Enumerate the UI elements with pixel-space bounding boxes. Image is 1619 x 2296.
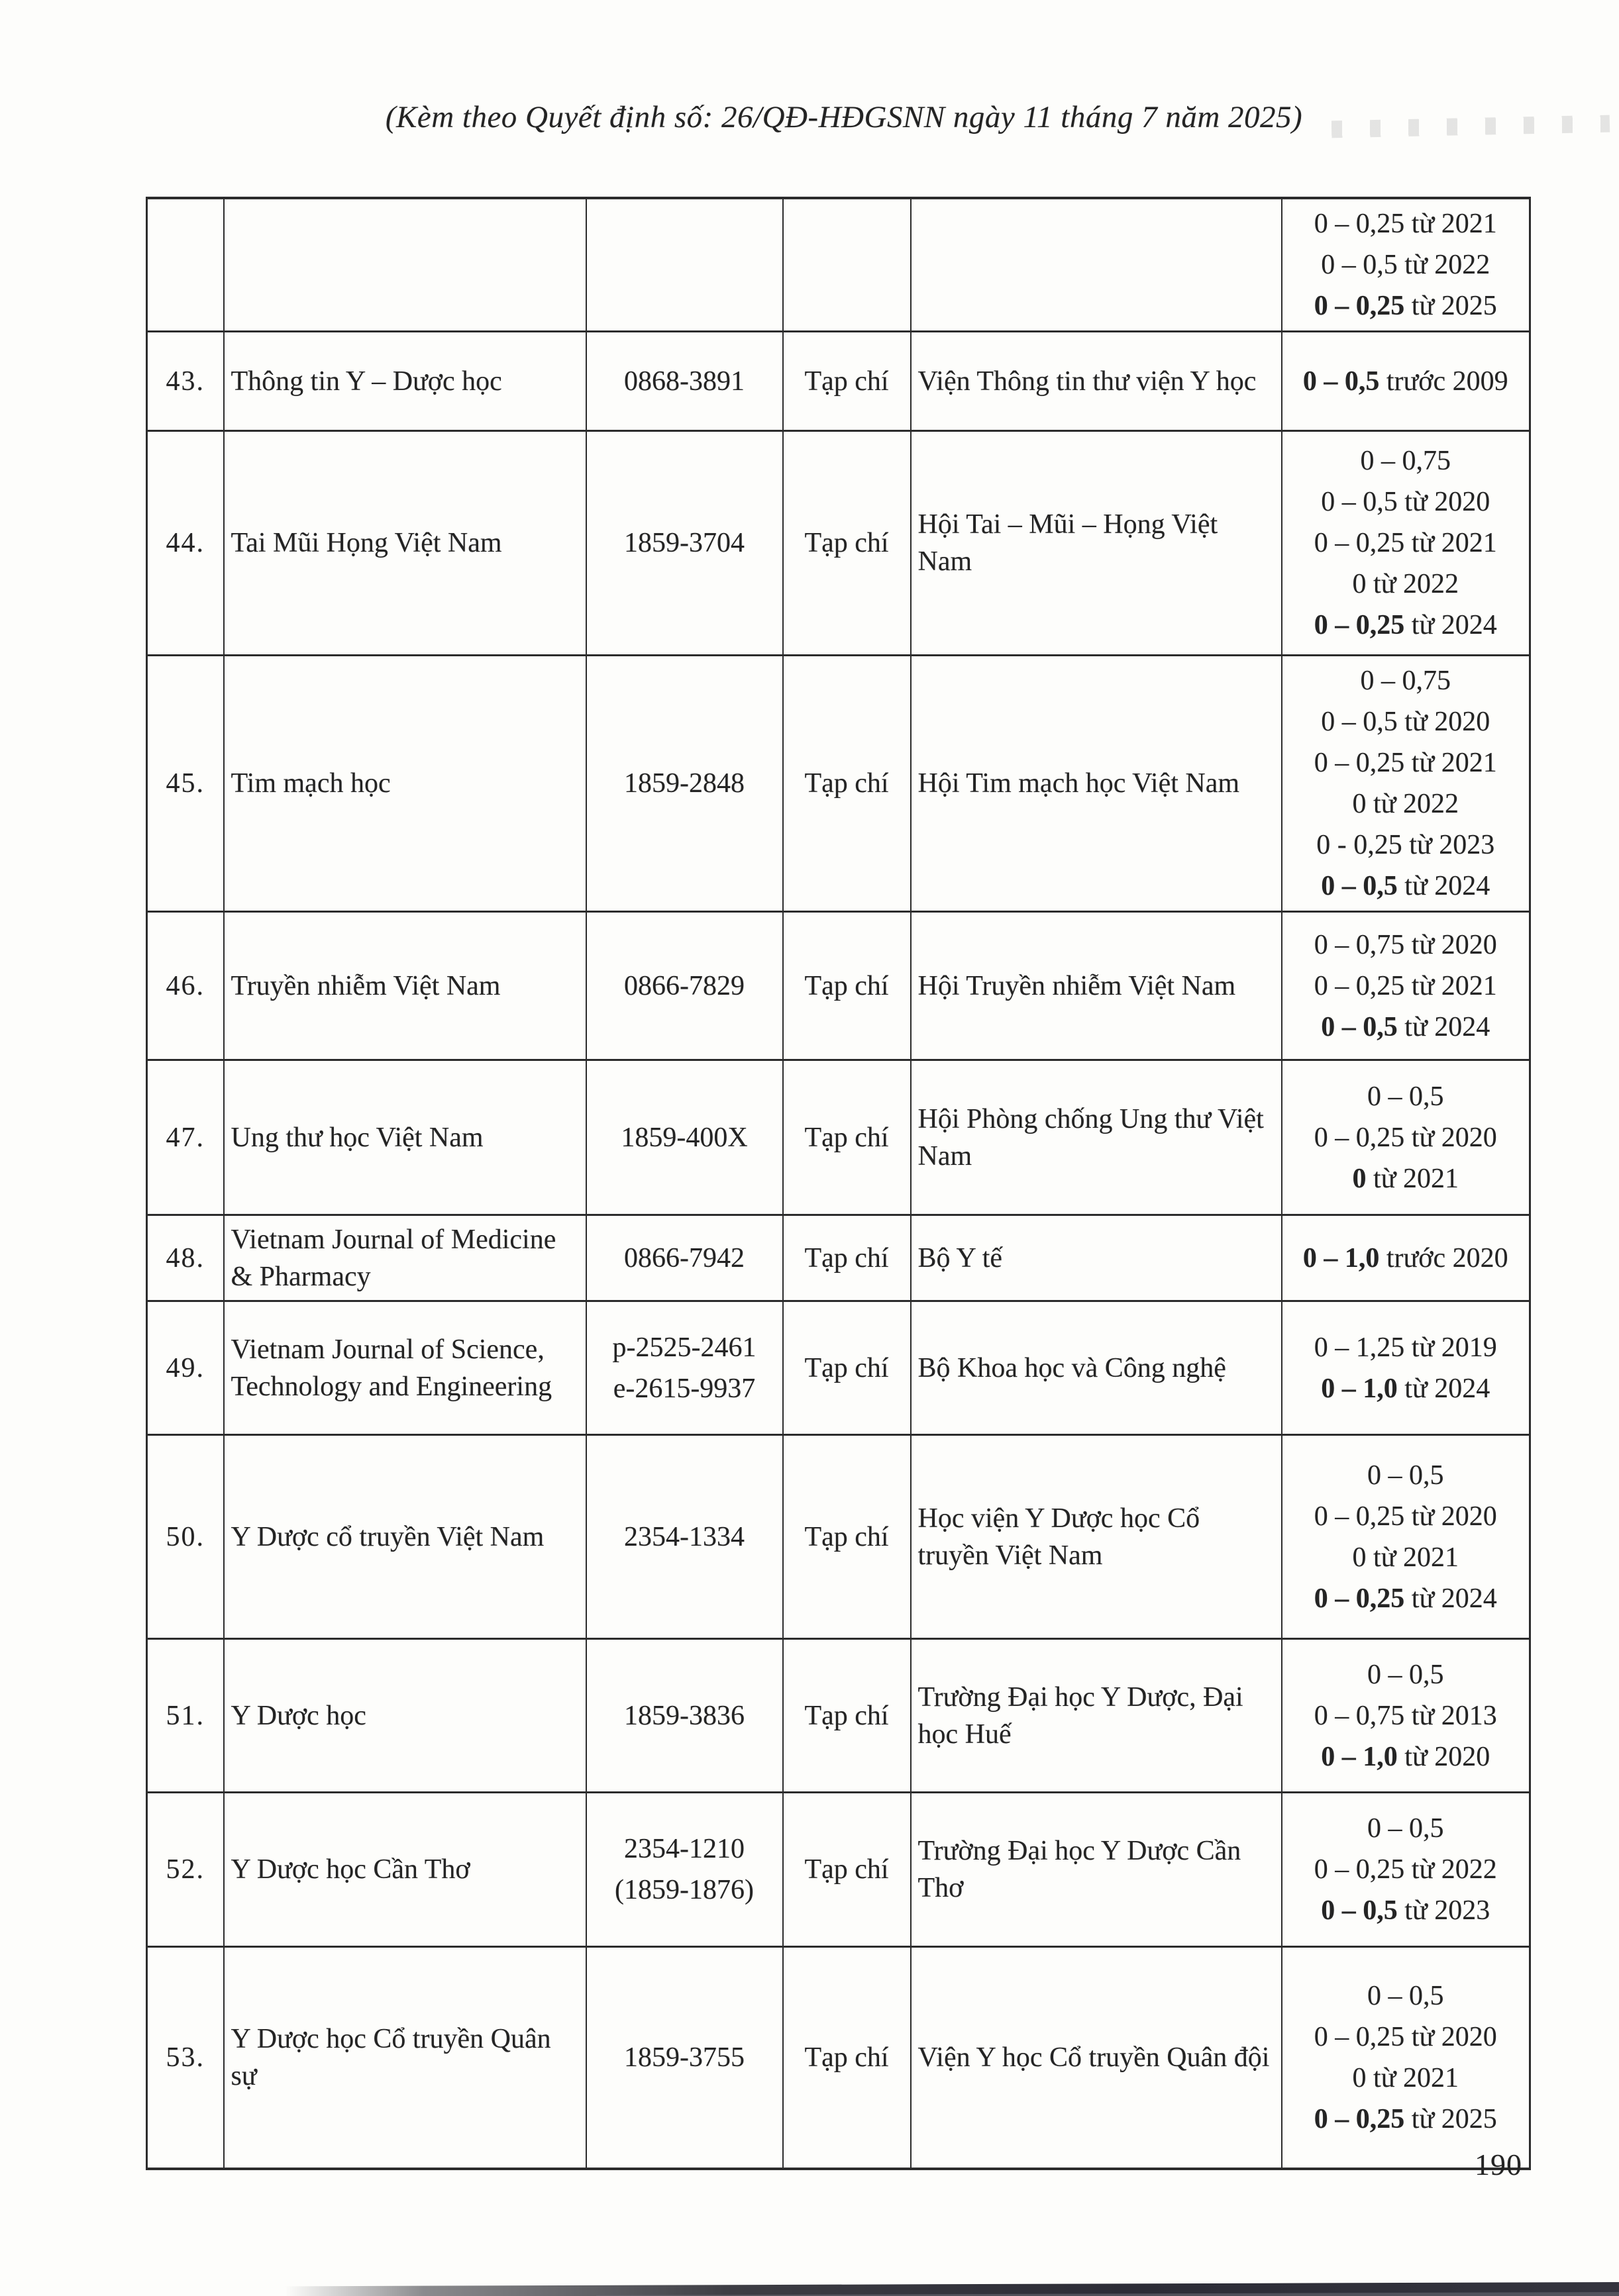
issn-cell bbox=[586, 332, 783, 431]
page-number: 190 bbox=[1475, 2148, 1522, 2181]
table-row bbox=[147, 1639, 1530, 1793]
score-line bbox=[1289, 2058, 1523, 2099]
score-value: 0 – 1,0 bbox=[1321, 1373, 1398, 1404]
publisher-cell: Trường Đại học Y Dược, Đại học Huế bbox=[911, 1639, 1282, 1793]
issn-cell bbox=[586, 198, 783, 332]
publisher-cell: Hội Phòng chống Ung thư Việt Nam bbox=[911, 1060, 1282, 1215]
publication-type-cell: Tạp chí bbox=[783, 1947, 911, 2169]
score-period: từ 2013 bbox=[1404, 1700, 1497, 1731]
score-period: từ 2021 bbox=[1404, 209, 1497, 239]
score-cell bbox=[1282, 1060, 1530, 1215]
journal-name-cell: Tim mạch học bbox=[224, 656, 586, 912]
score-value: 0 – 0,25 bbox=[1314, 291, 1405, 321]
score-line bbox=[1289, 2099, 1523, 2140]
score-line bbox=[1289, 1158, 1523, 1199]
row-number-cell: 44. bbox=[147, 431, 224, 656]
score-value: 0 – 0,25 bbox=[1314, 528, 1405, 558]
issn-cell bbox=[586, 1060, 783, 1215]
issn-line: 0866-7829 bbox=[624, 970, 745, 1001]
row-number-cell: 47. bbox=[147, 1060, 224, 1215]
table-row bbox=[147, 198, 1530, 332]
score-period: trước 2009 bbox=[1379, 366, 1508, 397]
table-row bbox=[147, 1060, 1530, 1215]
score-value: 0 – 0,25 bbox=[1314, 1854, 1405, 1885]
publisher-cell: Bộ Khoa học và Công nghệ bbox=[911, 1301, 1282, 1435]
score-line bbox=[1289, 1007, 1523, 1048]
score-value: 0 – 0,5 bbox=[1321, 250, 1398, 280]
publisher-cell: Viện Y học Cổ truyền Quân đội bbox=[911, 1947, 1282, 2169]
score-period: từ 2020 bbox=[1397, 1741, 1490, 1772]
score-value: 0 – 0,5 bbox=[1321, 487, 1398, 517]
score-period: từ 2025 bbox=[1404, 2103, 1497, 2134]
score-cell bbox=[1282, 912, 1530, 1060]
journal-name-cell: Y Dược học Cần Thơ bbox=[224, 1793, 586, 1947]
score-line bbox=[1289, 1368, 1523, 1409]
score-value: 0 – 0,75 bbox=[1360, 666, 1451, 696]
score-period: từ 2022 bbox=[1366, 569, 1459, 599]
score-value: 0 – 0,25 bbox=[1314, 1583, 1405, 1614]
score-period: từ 2024 bbox=[1397, 1373, 1490, 1404]
issn-line: 0866-7942 bbox=[624, 1242, 745, 1273]
score-value: 0 – 0,75 bbox=[1314, 1700, 1405, 1731]
score-line bbox=[1289, 1537, 1523, 1578]
score-period: từ 2020 bbox=[1404, 1122, 1497, 1153]
journal-name-cell: Y Dược cổ truyền Việt Nam bbox=[224, 1435, 586, 1639]
row-number-cell: 50. bbox=[147, 1435, 224, 1639]
score-line bbox=[1289, 1327, 1523, 1368]
score-cell bbox=[1282, 198, 1530, 332]
row-number-cell: 52. bbox=[147, 1793, 224, 1947]
score-value: 0 – 0,5 bbox=[1367, 1813, 1444, 1844]
issn-line: 0868-3891 bbox=[624, 366, 745, 397]
publication-type-cell bbox=[783, 198, 911, 332]
score-cell bbox=[1282, 431, 1530, 656]
publication-type-cell: Tạp chí bbox=[783, 1793, 911, 1947]
score-period: từ 2019 bbox=[1404, 1332, 1497, 1363]
score-line bbox=[1289, 1736, 1523, 1777]
score-line bbox=[1289, 523, 1523, 564]
score-line bbox=[1289, 866, 1523, 907]
score-value: 0 – 0,25 bbox=[1314, 1501, 1405, 1532]
score-line bbox=[1289, 440, 1523, 481]
publisher-cell: Trường Đại học Y Dược Cần Thơ bbox=[911, 1793, 1282, 1947]
score-line bbox=[1289, 1117, 1523, 1158]
issn-cell bbox=[586, 912, 783, 1060]
score-period: từ 2024 bbox=[1404, 610, 1497, 640]
score-period: từ 2020 bbox=[1404, 1501, 1497, 1532]
issn-cell bbox=[586, 1301, 783, 1435]
row-number-cell bbox=[147, 198, 224, 332]
row-number-cell: 43. bbox=[147, 332, 224, 431]
score-line bbox=[1289, 1076, 1523, 1117]
score-cell bbox=[1282, 1215, 1530, 1301]
journal-name-cell: Y Dược học bbox=[224, 1639, 586, 1793]
score-value: 0 – 1,0 bbox=[1302, 1242, 1380, 1273]
issn-line: 1859-3836 bbox=[624, 1700, 745, 1731]
issn-cell bbox=[586, 1947, 783, 2169]
score-line bbox=[1289, 1455, 1523, 1496]
journal-name-cell: Ung thư học Việt Nam bbox=[224, 1060, 586, 1215]
score-period: từ 2024 bbox=[1404, 1583, 1497, 1614]
score-value: 0 – 0,5 bbox=[1367, 1460, 1444, 1491]
table-row bbox=[147, 1435, 1530, 1639]
score-cell bbox=[1282, 1947, 1530, 2169]
publisher-cell: Hội Tai – Mũi – Họng Việt Nam bbox=[911, 431, 1282, 656]
table-row bbox=[147, 1301, 1530, 1435]
publisher-cell: Hội Tim mạch học Việt Nam bbox=[911, 656, 1282, 912]
score-value: 0 – 0,25 bbox=[1314, 610, 1405, 640]
publisher-cell: Viện Thông tin thư viện Y học bbox=[911, 332, 1282, 431]
table-row bbox=[147, 1215, 1530, 1301]
table-row bbox=[147, 1947, 1530, 2169]
publication-type-cell: Tạp chí bbox=[783, 912, 911, 1060]
score-value: 0 – 0,5 bbox=[1367, 1081, 1444, 1112]
score-value: 0 – 0,75 bbox=[1314, 929, 1405, 960]
score-line bbox=[1289, 701, 1523, 742]
score-value: 0 – 0,5 bbox=[1302, 366, 1380, 397]
row-number-cell: 45. bbox=[147, 656, 224, 912]
score-line bbox=[1289, 564, 1523, 605]
score-line bbox=[1289, 1975, 1523, 2017]
publication-type-cell: Tạp chí bbox=[783, 1215, 911, 1301]
publication-type-cell: Tạp chí bbox=[783, 1060, 911, 1215]
issn-line: 1859-400X bbox=[621, 1122, 748, 1153]
publication-type-cell: Tạp chí bbox=[783, 431, 911, 656]
issn-line: 1859-3755 bbox=[624, 2042, 745, 2073]
score-line bbox=[1289, 361, 1523, 402]
scan-edge-artifact bbox=[0, 2282, 1619, 2296]
score-line bbox=[1289, 481, 1523, 523]
score-period: từ 2020 bbox=[1404, 929, 1497, 960]
score-line bbox=[1289, 660, 1523, 701]
journal-name-cell: Vietnam Journal of Medicine & Pharmacy bbox=[224, 1215, 586, 1301]
score-line bbox=[1289, 1808, 1523, 1849]
score-value: 0 - 0,25 bbox=[1316, 830, 1402, 860]
score-value: 0 bbox=[1352, 2062, 1367, 2093]
issn-cell bbox=[586, 1435, 783, 1639]
issn-line: p-2525-2461 bbox=[612, 1332, 757, 1363]
score-period: trước 2020 bbox=[1379, 1242, 1508, 1273]
table-row bbox=[147, 332, 1530, 431]
issn-line: 1859-3704 bbox=[624, 528, 745, 558]
table-row bbox=[147, 912, 1530, 1060]
row-number-cell: 46. bbox=[147, 912, 224, 1060]
score-period: từ 2022 bbox=[1404, 1854, 1497, 1885]
score-period: từ 2024 bbox=[1397, 871, 1490, 901]
score-line bbox=[1289, 1654, 1523, 1695]
issn-cell bbox=[586, 1215, 783, 1301]
row-number-cell: 51. bbox=[147, 1639, 224, 1793]
score-line bbox=[1289, 244, 1523, 285]
score-line bbox=[1289, 824, 1523, 866]
score-period: từ 2021 bbox=[1404, 528, 1497, 558]
issn-line: 2354-1210 bbox=[624, 1834, 745, 1864]
score-cell bbox=[1282, 1793, 1530, 1947]
score-value: 0 – 1,25 bbox=[1314, 1332, 1405, 1363]
score-cell bbox=[1282, 1639, 1530, 1793]
publication-type-cell: Tạp chí bbox=[783, 656, 911, 912]
journal-name-cell bbox=[224, 198, 586, 332]
issn-line: e-2615-9937 bbox=[613, 1373, 756, 1404]
issn-cell bbox=[586, 1793, 783, 1947]
publication-type-cell: Tạp chí bbox=[783, 1301, 911, 1435]
score-period: từ 2024 bbox=[1397, 1011, 1490, 1042]
score-period: từ 2025 bbox=[1404, 291, 1497, 321]
score-period: từ 2021 bbox=[1366, 1163, 1459, 1194]
score-period: từ 2022 bbox=[1397, 250, 1490, 280]
score-line bbox=[1289, 1496, 1523, 1537]
score-value: 0 bbox=[1352, 789, 1367, 819]
score-line bbox=[1289, 924, 1523, 966]
score-period: từ 2022 bbox=[1366, 789, 1459, 819]
publisher-cell: Hội Truyền nhiễm Việt Nam bbox=[911, 912, 1282, 1060]
score-line bbox=[1289, 1849, 1523, 1890]
score-period: từ 2020 bbox=[1404, 2021, 1497, 2052]
table-row bbox=[147, 431, 1530, 656]
score-period: từ 2021 bbox=[1404, 970, 1497, 1001]
publisher-cell bbox=[911, 198, 1282, 332]
score-value: 0 – 0,5 bbox=[1321, 1895, 1398, 1926]
header-note: (Kèm theo Quyết định số: 26/QĐ-HĐGSNN ngày 11 tháng 7 năm 2025) bbox=[385, 100, 1303, 134]
score-value: 0 – 1,0 bbox=[1321, 1741, 1398, 1772]
issn-line: 1859-2848 bbox=[624, 768, 745, 799]
score-period: từ 2020 bbox=[1397, 707, 1490, 737]
score-value: 0 – 0,25 bbox=[1314, 2021, 1405, 2052]
issn-cell bbox=[586, 656, 783, 912]
score-value: 0 bbox=[1352, 569, 1367, 599]
publication-type-cell: Tạp chí bbox=[783, 1435, 911, 1639]
score-value: 0 bbox=[1352, 1542, 1367, 1573]
issn-cell bbox=[586, 431, 783, 656]
score-value: 0 – 0,5 bbox=[1321, 871, 1398, 901]
score-value: 0 – 0,75 bbox=[1360, 446, 1451, 476]
publisher-cell: Bộ Y tế bbox=[911, 1215, 1282, 1301]
score-line bbox=[1289, 2017, 1523, 2058]
score-cell bbox=[1282, 656, 1530, 912]
score-cell bbox=[1282, 1301, 1530, 1435]
score-value: 0 – 0,25 bbox=[1314, 1122, 1405, 1153]
journal-name-cell: Tai Mũi Họng Việt Nam bbox=[224, 431, 586, 656]
journal-name-cell: Vietnam Journal of Science, Technology and Engineering bbox=[224, 1301, 586, 1435]
score-value: 0 – 0,25 bbox=[1314, 748, 1405, 778]
score-value: 0 – 0,25 bbox=[1314, 2103, 1405, 2134]
publication-type-cell: Tạp chí bbox=[783, 332, 911, 431]
score-line bbox=[1289, 285, 1523, 326]
row-number-cell: 53. bbox=[147, 1947, 224, 2169]
journal-name-cell: Thông tin Y – Dược học bbox=[224, 332, 586, 431]
journal-name-cell: Truyền nhiễm Việt Nam bbox=[224, 912, 586, 1060]
score-value: 0 – 0,5 bbox=[1321, 1011, 1398, 1042]
score-period: từ 2021 bbox=[1366, 1542, 1459, 1573]
score-period: từ 2023 bbox=[1402, 830, 1495, 860]
issn-line: 2354-1334 bbox=[624, 1521, 745, 1552]
score-value: 0 – 0,25 bbox=[1314, 970, 1405, 1001]
journal-table bbox=[146, 197, 1531, 2170]
score-cell bbox=[1282, 1435, 1530, 1639]
table-row bbox=[147, 1793, 1530, 1947]
score-line bbox=[1289, 783, 1523, 824]
score-value: 0 bbox=[1352, 1163, 1367, 1194]
table-row bbox=[147, 656, 1530, 912]
score-period: từ 2020 bbox=[1397, 487, 1490, 517]
score-line bbox=[1289, 742, 1523, 783]
score-period: từ 2021 bbox=[1366, 2062, 1459, 2093]
score-value: 0 – 0,5 bbox=[1367, 1980, 1444, 2011]
score-line bbox=[1289, 605, 1523, 646]
score-value: 0 – 0,5 bbox=[1367, 1659, 1444, 1690]
score-line bbox=[1289, 1890, 1523, 1931]
score-value: 0 – 0,5 bbox=[1321, 707, 1398, 737]
score-period: từ 2023 bbox=[1397, 1895, 1490, 1926]
issn-cell bbox=[586, 1639, 783, 1793]
row-number-cell: 48. bbox=[147, 1215, 224, 1301]
journal-name-cell: Y Dược học Cổ truyền Quân sự bbox=[224, 1947, 586, 2169]
issn-line: (1859-1876) bbox=[615, 1875, 754, 1905]
score-line bbox=[1289, 966, 1523, 1007]
row-number-cell: 49. bbox=[147, 1301, 224, 1435]
score-line bbox=[1289, 203, 1523, 244]
publication-type-cell: Tạp chí bbox=[783, 1639, 911, 1793]
score-value: 0 – 0,25 bbox=[1314, 209, 1405, 239]
score-cell bbox=[1282, 332, 1530, 431]
publisher-cell: Học viện Y Dược học Cổ truyền Việt Nam bbox=[911, 1435, 1282, 1639]
score-line bbox=[1289, 1578, 1523, 1619]
score-line bbox=[1289, 1695, 1523, 1736]
score-period: từ 2021 bbox=[1404, 748, 1497, 778]
score-line bbox=[1289, 1238, 1523, 1279]
